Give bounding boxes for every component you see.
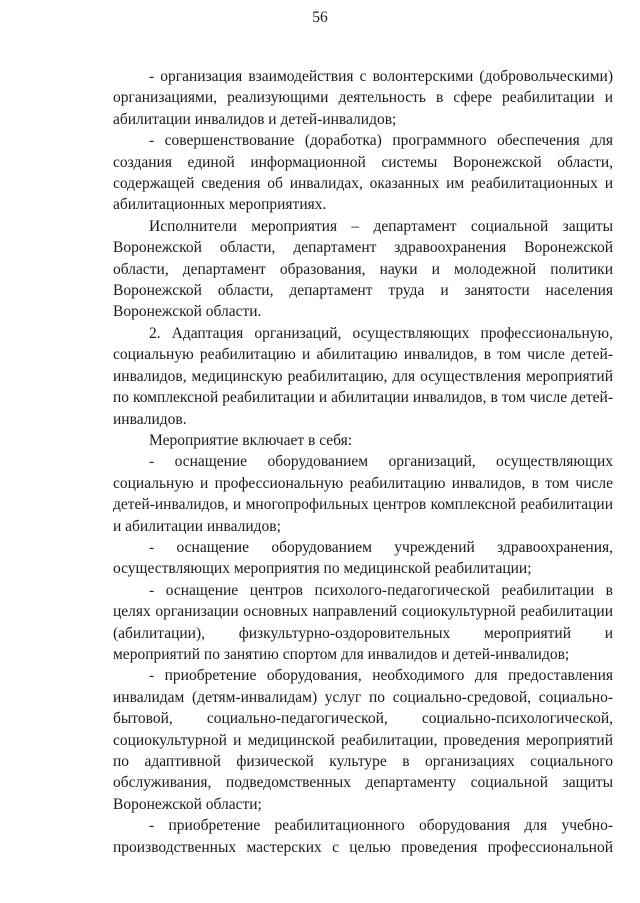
paragraph-volunteer-organizations: - организация взаимодействия с волонтерскими (добровольческими) организациями, реализующими деятельность в сфере реабилитации и абилитации инвалидов и детей-инвалидов; xyxy=(113,68,613,128)
paragraph-psychological-centers: - оснащение центров психолого-педагогической реабилитации в целях организации основных направлений социокультурной реабилитации (абилитации), физкультурно-оздоровительных мероприятий и мероприятий по занятию спортом для инвалидов и детей-инвалидов; xyxy=(113,581,613,663)
paragraph-workshops: - приобретение реабилитационного оборудования для учебно-производственных мастерских с целью проведения профессиональной xyxy=(113,817,613,856)
paragraph-executors: Исполнители мероприятия – департамент социальной защиты Воронежской области, департамент здравоохранения Воронежской области, департамент образования, науки и молодежной политики Воронежской области, департамент труда и занятости населения Воронежской области. xyxy=(113,217,613,321)
paragraph-equipment-organizations: - оснащение оборудованием организаций, осуществляющих социальную и профессиональную реабилитацию инвалидов, в том числе детей-инвалидов, и многопрофильных центров комплексной реабилитации и абилитации инвалидов; xyxy=(113,453,613,535)
paragraph-item-2-adaptation: 2. Адаптация организаций, осуществляющих профессиональную, социальную реабилитацию и абилитацию инвалидов, в том числе детей-инвалидов, медицинскую реабилитацию, для осуществления мероприятий по комплексной реабилитации и абилитации инвалидов, в том числе детей-инвалидов. xyxy=(113,324,613,428)
paragraph-measure-includes: Мероприятие включает в себя: xyxy=(149,431,353,449)
paragraph-equipment-healthcare: - оснащение оборудованием учреждений здравоохранения, осуществляющих мероприятия по медицинской реабилитации; xyxy=(113,538,613,578)
document-body xyxy=(113,66,613,858)
page-number: 56 xyxy=(312,9,328,26)
paragraph-equipment-purchase: - приобретение оборудования, необходимого для предоставления инвалидам (детям-инвалидам) услуг по социально-средовой, социально-бытовой, социально-педагогической, социально-психологической, социокультурной и медицинской реабилитации, проведения мероприятий по адаптивной физической культуре в организациях социального обслуживания, подведомственных департаменту социальной защиты Воронежской области; xyxy=(113,667,613,813)
paragraph-information-system: - совершенствование (доработка) программного обеспечения для создания единой информационной системы Воронежской области, содержащей сведения об инвалидах, оказанных им реабилитационных и абилитационных мероприятиях. xyxy=(113,132,613,214)
